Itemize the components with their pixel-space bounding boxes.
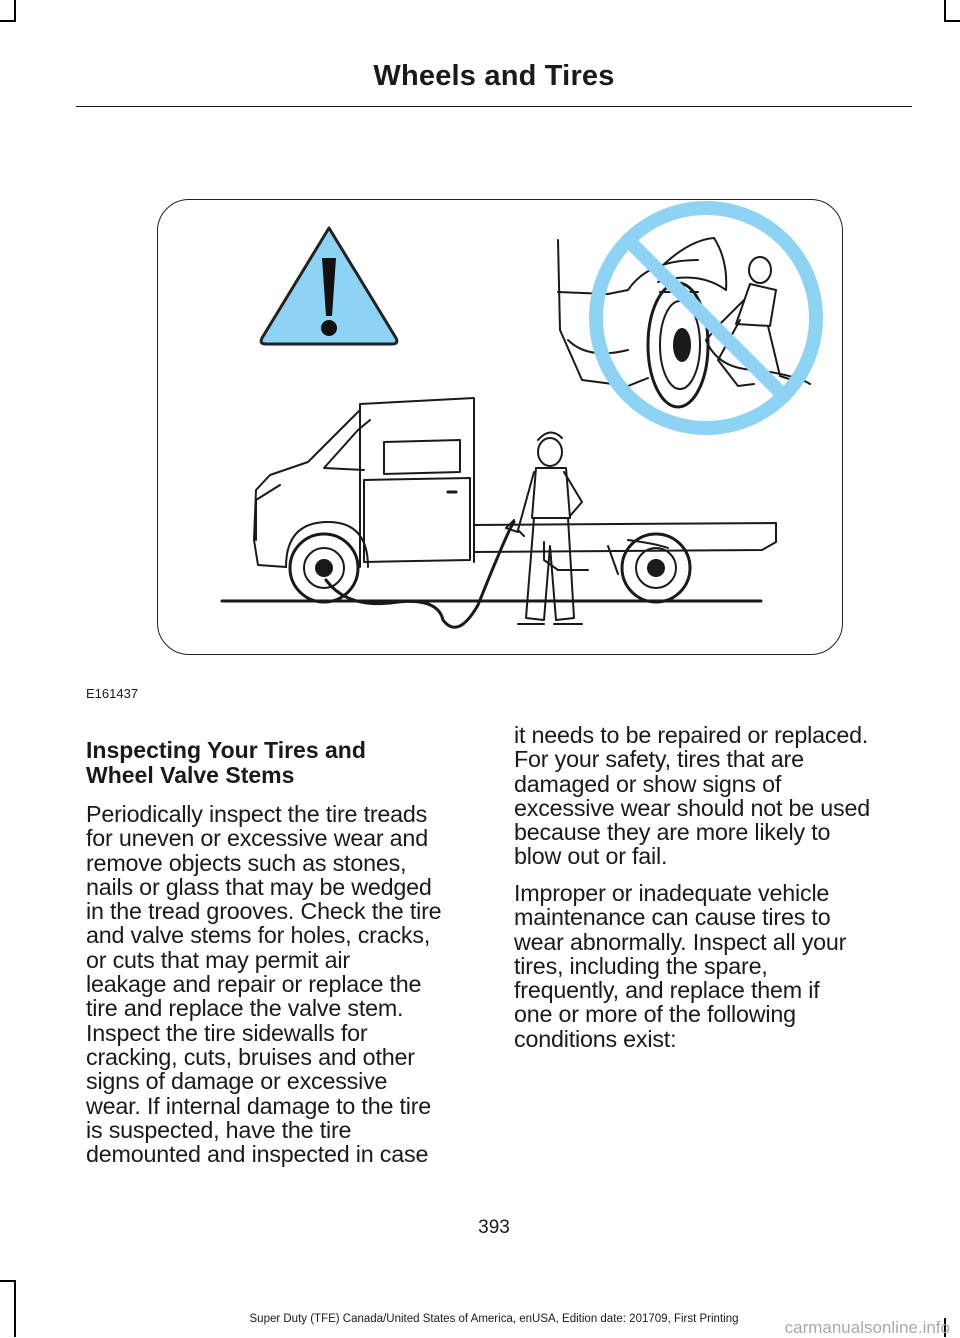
standing-man-icon bbox=[506, 432, 582, 624]
text-line: remove objects such as stones, bbox=[86, 849, 407, 876]
page-number: 393 bbox=[478, 1217, 510, 1238]
figure-code: E161437 bbox=[86, 686, 139, 701]
text-line: excessive wear should not be used bbox=[514, 794, 871, 821]
text-line: frequently, and replace them if bbox=[514, 977, 820, 1004]
text-line: cracking, cuts, bruises and other bbox=[86, 1043, 415, 1070]
text-line: For your safety, tires that are bbox=[514, 746, 804, 773]
text-line: Inspect the tire sidewalls for bbox=[86, 1019, 368, 1046]
text-line: for uneven or excessive wear and bbox=[86, 825, 428, 852]
section-heading bbox=[86, 738, 476, 788]
prohibition-circle-icon bbox=[596, 208, 816, 428]
crop-mark bbox=[944, 0, 946, 20]
text-line: wear. If internal damage to the tire bbox=[86, 1092, 432, 1119]
illustration-svg bbox=[158, 200, 843, 655]
text-line: leakage and repair or replace the bbox=[86, 971, 422, 998]
text-line: tires, including the spare, bbox=[514, 952, 768, 979]
text-line: wear abnormally. Inspect all your bbox=[514, 928, 847, 955]
text-line: it needs to be repaired or replaced. bbox=[514, 722, 869, 748]
text-line: Periodically inspect the tire treads bbox=[86, 801, 428, 827]
text-line: maintenance can cause tires to bbox=[514, 904, 831, 931]
text-line: damaged or show signs of bbox=[514, 770, 782, 797]
text-line: conditions exist: bbox=[514, 1025, 677, 1052]
crop-mark bbox=[14, 0, 16, 20]
header-divider bbox=[76, 106, 912, 107]
text-line: nails or glass that may be wedged bbox=[86, 873, 432, 900]
tire-inspection-illustration bbox=[157, 199, 843, 655]
left-paragraph bbox=[86, 802, 478, 1166]
warning-triangle-icon bbox=[261, 228, 397, 344]
text-line: because they are more likely to bbox=[514, 819, 831, 846]
section-heading-line: Inspecting Your Tires and bbox=[86, 737, 366, 763]
footer-text: Super Duty (TFE) Canada/United States of America, enUSA, Edition date: 201709, First Printing bbox=[249, 1313, 739, 1325]
text-line: blow out or fail. bbox=[514, 843, 668, 870]
right-paragraph-1 bbox=[514, 723, 906, 869]
text-line: in the tread grooves. Check the tire bbox=[86, 898, 442, 925]
text-line: Improper or inadequate vehicle bbox=[514, 880, 830, 906]
text-line: is suspected, have the tire bbox=[86, 1116, 352, 1143]
text-line: or cuts that may permit air bbox=[86, 946, 350, 973]
text-line: and valve stems for holes, cracks, bbox=[86, 922, 431, 949]
text-line: signs of damage or excessive bbox=[86, 1068, 388, 1095]
crop-mark bbox=[0, 20, 16, 22]
right-paragraph-2 bbox=[514, 881, 906, 1051]
watermark: carmanualsonline.info bbox=[784, 1318, 950, 1337]
text-line: tire and replace the valve stem. bbox=[86, 995, 404, 1022]
text-line: demounted and inspected in case bbox=[86, 1141, 429, 1168]
crop-mark bbox=[14, 1280, 16, 1337]
crop-mark bbox=[944, 20, 960, 22]
text-line: one or more of the following bbox=[514, 1001, 796, 1028]
section-heading-line: Wheel Valve Stems bbox=[86, 762, 295, 788]
page-title: Wheels and Tires bbox=[373, 60, 615, 92]
air-hose bbox=[326, 522, 514, 627]
